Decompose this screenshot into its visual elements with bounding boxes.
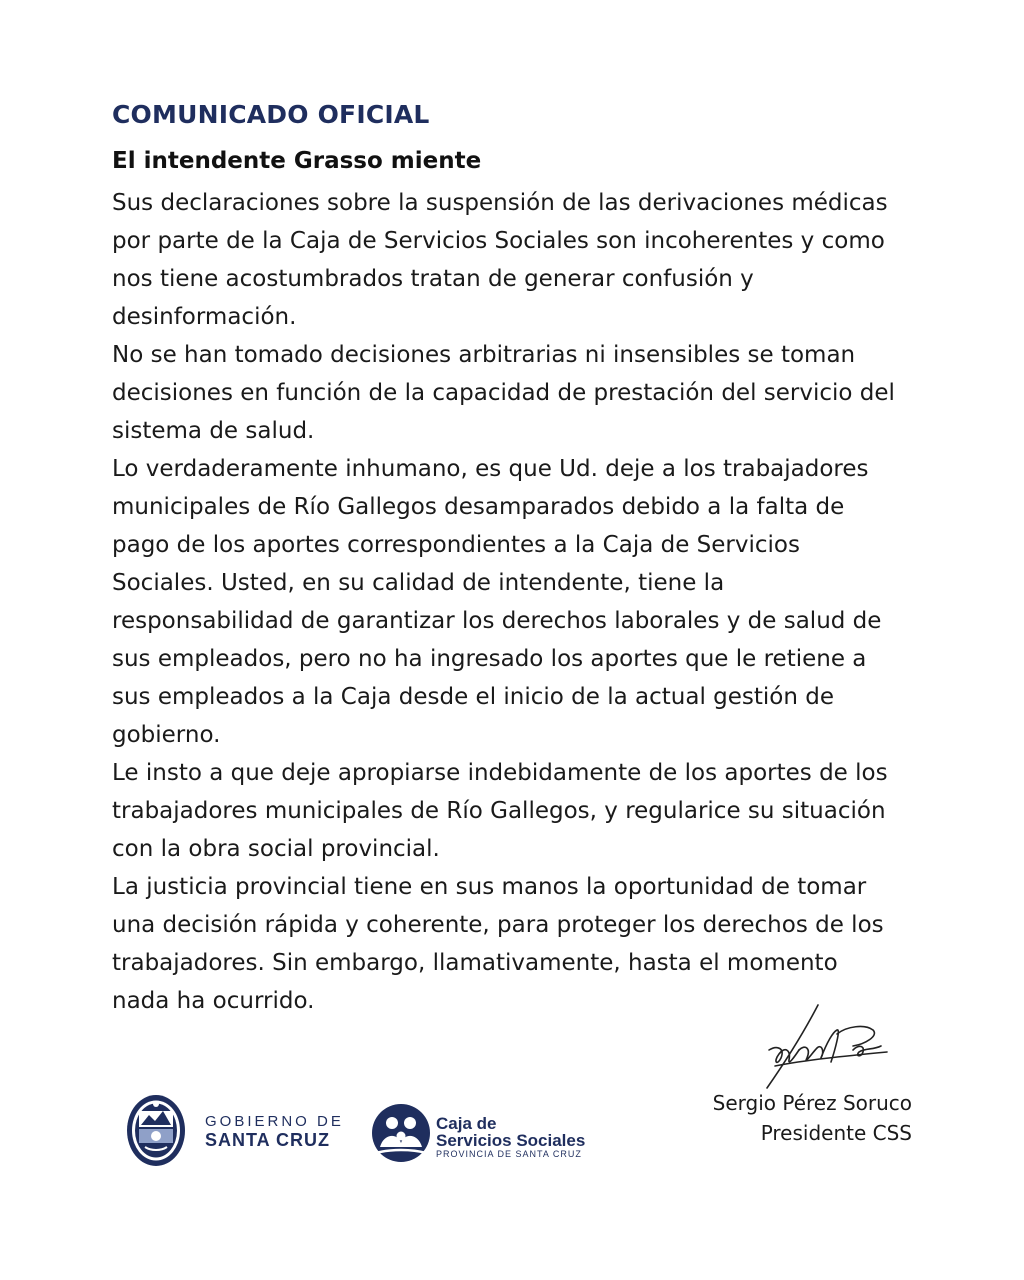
signer-name: Sergio Pérez Soruco <box>712 1091 912 1115</box>
paragraph: Lo verdaderamente inhumano, es que Ud. deje a los trabajadores municipales de Río Gallegos desamparados debido a la falta de pago de los aportes correspondientes a la Caja de Servicios Sociales. Usted, en su calidad de intendente, tiene la responsabilidad de garantizar los derechos laborales y de salud de sus empleados, pero no ha ingresado los aportes que le retiene a sus empleados a la Caja desde el inicio de la actual gestión de gobierno. <box>112 456 882 748</box>
gobierno-logo-text <box>205 1114 344 1150</box>
css-family-icon <box>370 1103 432 1163</box>
provincial-seal-icon <box>125 1093 187 1168</box>
css-logo-line1: Caja de <box>436 1114 497 1133</box>
signer-role: Presidente CSS <box>760 1121 912 1145</box>
statement-body <box>112 184 912 1020</box>
handwritten-signature <box>755 1000 890 1095</box>
paragraph: No se han tomado decisiones arbitrarias ni insensibles se toman decisiones en función de la capacidad de prestación del servicio del sistema de salud. <box>112 342 895 444</box>
gobierno-logo-line2: SANTA CRUZ <box>205 1130 330 1150</box>
signer-block <box>713 1088 912 1148</box>
paragraph: Le insto a que deje apropiarse indebidamente de los aportes de los trabajadores municipales de Río Gallegos, y regularice su situación con la obra social provincial. <box>112 760 888 862</box>
page-title: COMUNICADO OFICIAL <box>112 100 430 129</box>
paragraph: Sus declaraciones sobre la suspensión de las derivaciones médicas por parte de la Caja de Servicios Sociales son incoherentes y como nos tiene acostumbrados tratan de generar confusión y desinformación. <box>112 190 888 330</box>
css-logo-line3: PROVINCIA DE SANTA CRUZ <box>436 1149 582 1159</box>
gobierno-logo-line1: GOBIERNO DE <box>205 1113 344 1130</box>
css-logo-line2: Servicios Sociales <box>436 1131 586 1150</box>
css-logo-text <box>436 1115 585 1160</box>
page-subtitle: El intendente Grasso miente <box>112 148 482 174</box>
paragraph: La justicia provincial tiene en sus manos la oportunidad de tomar una decisión rápida y coherente, para proteger los derechos de los trabajadores. Sin embargo, llamativamente, hasta el momento nada ha ocurrido. <box>112 874 884 1014</box>
